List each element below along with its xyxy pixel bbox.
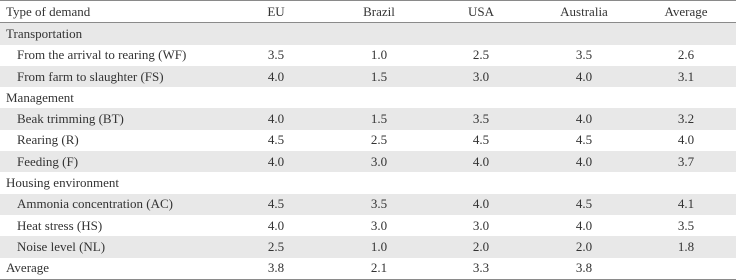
cell-usa: 2.0 [430,236,532,257]
row-label: Rearing (R) [17,132,79,148]
cell-australia: 3.5 [575,47,593,63]
empty-cell [430,172,532,193]
cell-brazil: 1.0 [370,47,388,63]
table-row [0,108,736,129]
header-australia: Australia [532,1,636,23]
empty-cell [532,23,636,45]
group-label: Management [6,89,74,105]
cell-brazil: 3.5 [328,194,430,215]
cell-eu: 4.0 [224,151,328,172]
cell-brazil: 2.1 [328,258,430,280]
cell-australia: 4.5 [575,132,593,148]
table-body [0,23,736,280]
cell-average: 3.1 [636,66,736,87]
empty-cell [430,23,532,45]
empty-cell [224,87,328,108]
cell-brazil: 3.0 [328,151,430,172]
cell-average: 3.5 [677,217,695,233]
empty-cell [328,172,430,193]
header-row [0,1,736,23]
group-row [0,87,736,108]
row-label: From the arrival to rearing (WF) [17,47,187,63]
cell-eu: 3.8 [224,258,328,280]
row-label: Average [0,258,224,280]
header-brazil: Brazil [328,1,430,23]
cell-average: 4.1 [636,194,736,215]
cell-brazil: 2.5 [370,132,388,148]
empty-cell [636,23,736,45]
cell-usa: 4.0 [430,194,532,215]
empty-cell [224,172,328,193]
cell-australia: 3.8 [532,258,636,280]
table-row [0,45,736,66]
cell-australia: 4.0 [575,217,593,233]
cell-usa: 3.3 [430,258,532,280]
table-row [0,236,736,257]
table-row [0,194,736,215]
row-label: Noise level (NL) [0,236,224,257]
cell-average: 1.8 [636,236,736,257]
empty-cell [430,87,532,108]
average-row [0,258,736,280]
row-label: Beak trimming (BT) [0,108,224,129]
cell-average: 3.2 [636,108,736,129]
cell-usa: 4.5 [472,132,490,148]
header-usa: USA [430,1,532,23]
cell-eu: 4.0 [224,66,328,87]
cell-brazil: 3.0 [370,217,388,233]
cell-usa: 3.0 [472,217,490,233]
table-row [0,130,736,151]
cell-brazil: 1.0 [328,236,430,257]
cell-australia: 2.0 [532,236,636,257]
group-row [0,172,736,193]
cell-average: 3.7 [636,151,736,172]
empty-cell [328,87,430,108]
cell-eu: 4.5 [267,132,285,148]
empty-cell [328,23,430,45]
header-type-of-demand: Type of demand [0,1,224,23]
group-label: Housing environment [6,175,120,191]
cell-average: 4.0 [677,132,695,148]
empty-cell [532,172,636,193]
table-row [0,66,736,87]
cell-eu: 4.0 [224,108,328,129]
empty-cell [532,87,636,108]
cell-australia: 4.5 [532,194,636,215]
empty-cell [636,87,736,108]
cell-eu: 4.0 [267,217,285,233]
header-eu: EU [224,1,328,23]
row-label: Heat stress (HS) [17,217,103,233]
cell-eu: 4.5 [224,194,328,215]
cell-usa: 3.0 [430,66,532,87]
cell-average: 2.6 [677,47,695,63]
row-label: Ammonia concentration (AC) [0,194,224,215]
cell-eu: 2.5 [224,236,328,257]
table-row [0,215,736,236]
cell-australia: 4.0 [532,108,636,129]
cell-usa: 2.5 [472,47,490,63]
table-row [0,151,736,172]
empty-cell [224,23,328,45]
cell-eu: 3.5 [267,47,285,63]
group-row [0,23,736,45]
cell-australia: 4.0 [532,66,636,87]
row-label: Feeding (F) [0,151,224,172]
cell-usa: 4.0 [430,151,532,172]
cell-brazil: 1.5 [328,66,430,87]
header-average: Average [636,1,736,23]
cell-australia: 4.0 [532,151,636,172]
cell-usa: 3.5 [430,108,532,129]
cell-brazil: 1.5 [328,108,430,129]
cell-average [636,258,736,280]
group-label: Transportation [0,23,224,45]
row-label: From farm to slaughter (FS) [0,66,224,87]
empty-cell [636,172,736,193]
